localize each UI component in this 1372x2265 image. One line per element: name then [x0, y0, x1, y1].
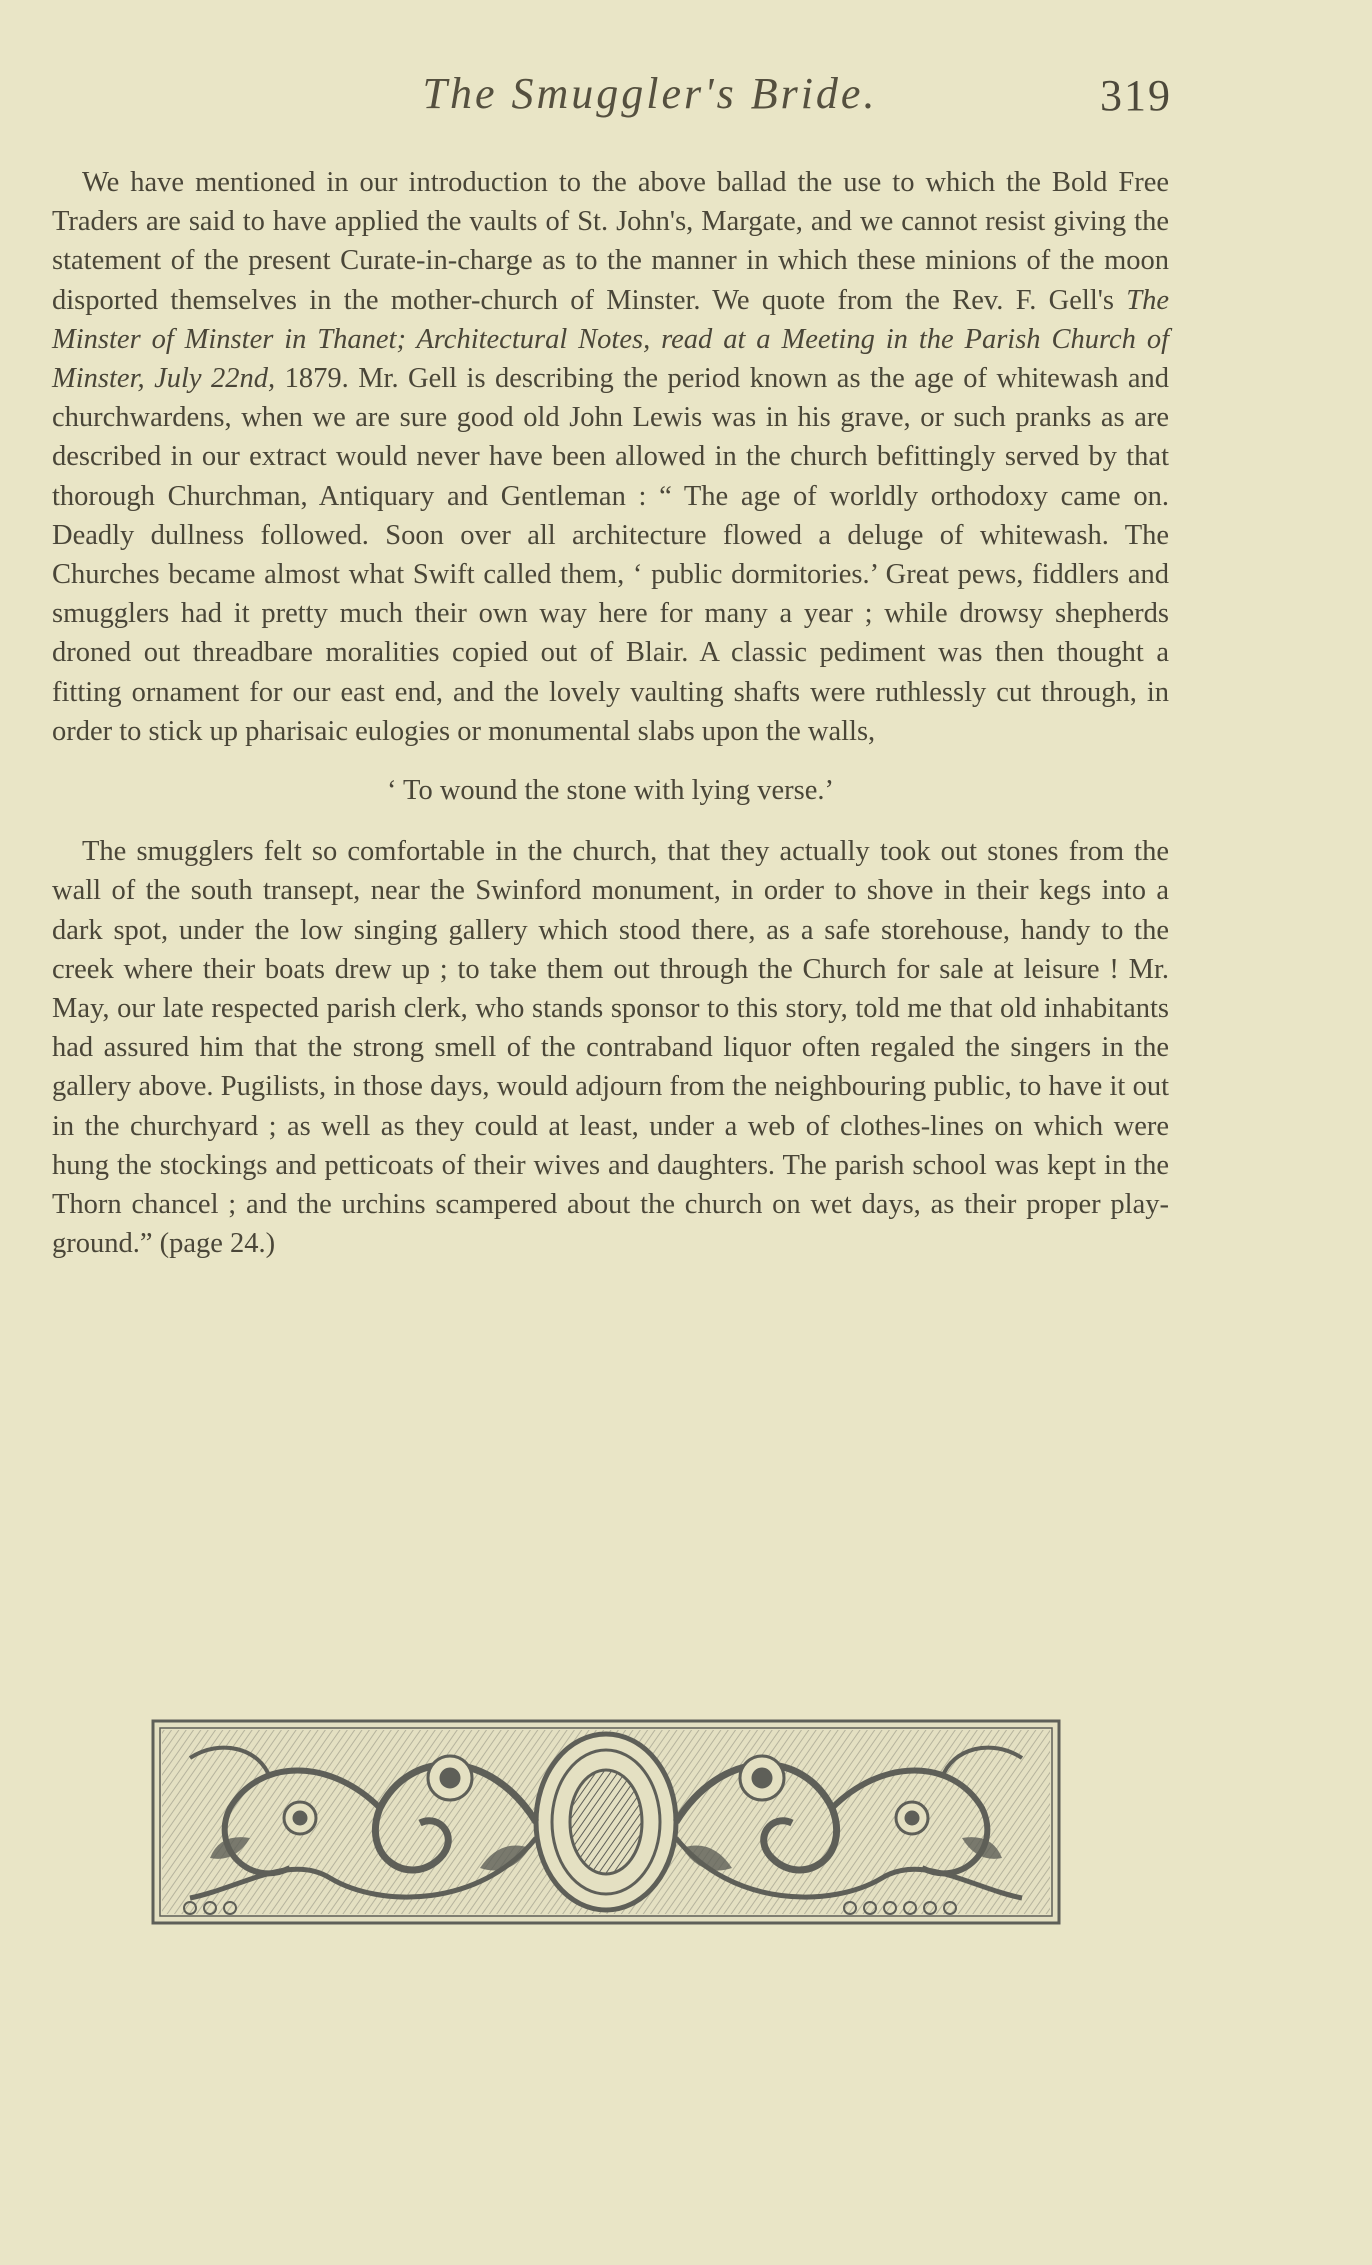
paragraph-1-part-1: We have mentioned in our introduction to the above ballad the use to which the Bold Free Traders are said to have applied the vaults of St. John's, Margate, and we cannot resist giving the statement of the present Curate-in-charge as to the manner in which these minions of the moon disported themselves in the mother-church of Minster. We quote from the Rev. F. Gell's — [52, 167, 1169, 316]
floral-tailpiece-icon — [150, 1718, 1062, 1926]
page-number: 319 — [1100, 71, 1172, 120]
paragraph-1-italic-title: The Minster of Minster in Thanet; Architectural Notes, read at a Meeting in the Parish Church of Minster, July 22nd, — [52, 284, 1169, 395]
body-text — [52, 163, 1169, 1263]
paragraph-2: The smugglers felt so comfortable in the church, that they actually took out stones from the wall of the south transept, near the Swinford monument, in order to shove in their kegs into a dark spot, under the low singing gallery which stood there, as a safe storehouse, handy to the creek where their boats drew up ; to take them out through the Church for sale at leisure ! Mr. May, our late respected parish clerk, who stands sponsor to this story, told me that old inhabitants had assured him that the strong smell of the contraband liquor often regaled the singers in the gallery above. Pugilists, in those days, would adjourn from the neighbouring public, to have it out in the churchyard ; as well as they could at least, under a web of clothes-lines on which were hung the stockings and petticoats of their wives and daughters. The parish school was kept in the Thorn chancel ; and the urchins scampered about the church on wet days, as their proper play-ground.” (page 24.) — [52, 836, 1169, 1260]
running-title: The Smuggler's Bride. — [422, 69, 878, 118]
paragraph-1 — [52, 163, 1169, 751]
quoted-verse-line: ‘ To wound the stone with lying verse.’ — [386, 775, 835, 807]
paragraph-1-part-2: 1879. Mr. Gell is describing the period known as the age of whitewash and churchwardens, when we are sure good old John Lewis was in his grave, or such pranks as are described in our extract would never have been allowed in the church befittingly served by that thorough Churchman, Antiquary and Gentleman : “ The age of worldly orthodoxy came on. Deadly dullness followed. Soon over all architecture flowed a deluge of whitewash. The Churches became almost what Swift called them, ‘ public dormitories.’ Great pews, fiddlers and smugglers had it pretty much their own way here for many a year ; while drowsy shepherds droned out threadbare moralities copied out of Blair. A classic pediment was then thought a fitting ornament for our east end, and the lovely vaulting shafts were ruthlessly cut through, in order to stick up pharisaic eulogies or monumental slabs upon the walls, — [52, 363, 1169, 747]
